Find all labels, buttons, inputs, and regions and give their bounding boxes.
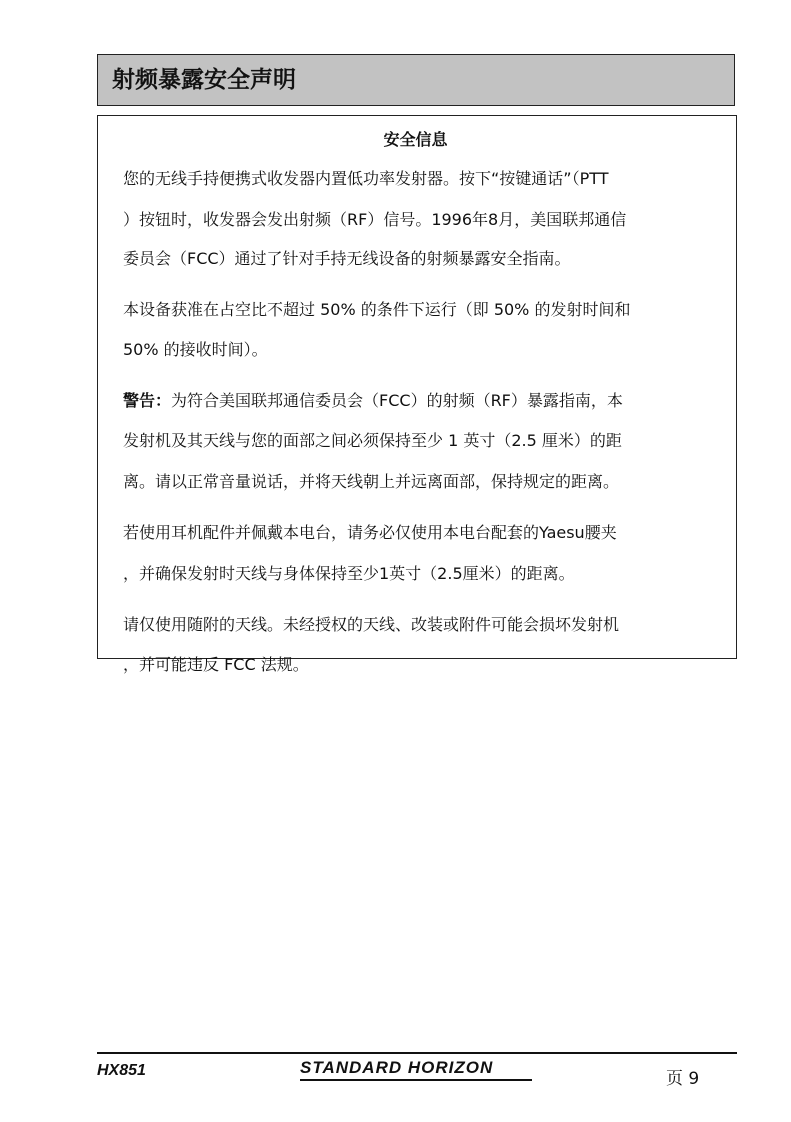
footer-page-number: 页 9 xyxy=(666,1069,700,1089)
paragraph-5-line-2: ，并可能违反 FCC 法规。 xyxy=(123,655,309,674)
section-title: 射频暴露安全声明 xyxy=(112,67,296,93)
paragraph-1-line-1: 您的无线手持便携式收发器内置低功率发射器。按下“按键通话”（PTT xyxy=(123,169,609,188)
paragraph-4-line-2: ，并确保发射时天线与身体保持至少1英寸（2.5厘米）的距离。 xyxy=(123,564,575,583)
warning-line-3: 离。请以正常音量说话，并将天线朝上并远离面部，保持规定的距离。 xyxy=(123,472,620,491)
section-title-bar xyxy=(97,54,735,106)
paragraph-2-line-1: 本设备获准在占空比不超过 50% 的条件下运行（即 50% 的发射时间和 xyxy=(123,300,631,319)
paragraph-5-line-1: 请仅使用随附的天线。未经授权的天线、改装或附件可能会损坏发射机 xyxy=(123,615,620,634)
footer-brand-logo: STANDARD HORIZON xyxy=(300,1058,494,1077)
paragraph-2-line-2: 50% 的接收时间）。 xyxy=(123,340,268,359)
box-heading: 安全信息 xyxy=(383,130,448,149)
warning-line-2: 发射机及其天线与您的面部之间必须保持至少 1 英寸（2.5 厘米）的距 xyxy=(123,431,622,450)
paragraph-1-line-2: ）按钮时，收发器会发出射频（RF）信号。1996年8月，美国联邦通信 xyxy=(123,210,627,229)
paragraph-4-line-1: 若使用耳机配件并佩戴本电台，请务必仅使用本电台配套的Yaesu腰夹 xyxy=(123,523,617,542)
footer-rule xyxy=(97,1052,737,1054)
warning-label: 警告： xyxy=(123,391,172,410)
footer-brand-underline xyxy=(300,1079,532,1081)
footer-model: HX851 xyxy=(97,1062,146,1079)
warning-text: 为符合美国联邦通信委员会（FCC）的射频（RF）暴露指南，本 xyxy=(171,391,623,410)
warning-line-1 xyxy=(123,390,623,412)
paragraph-1-line-3: 委员会（FCC）通过了针对手持无线设备的射频暴露安全指南。 xyxy=(123,249,571,268)
